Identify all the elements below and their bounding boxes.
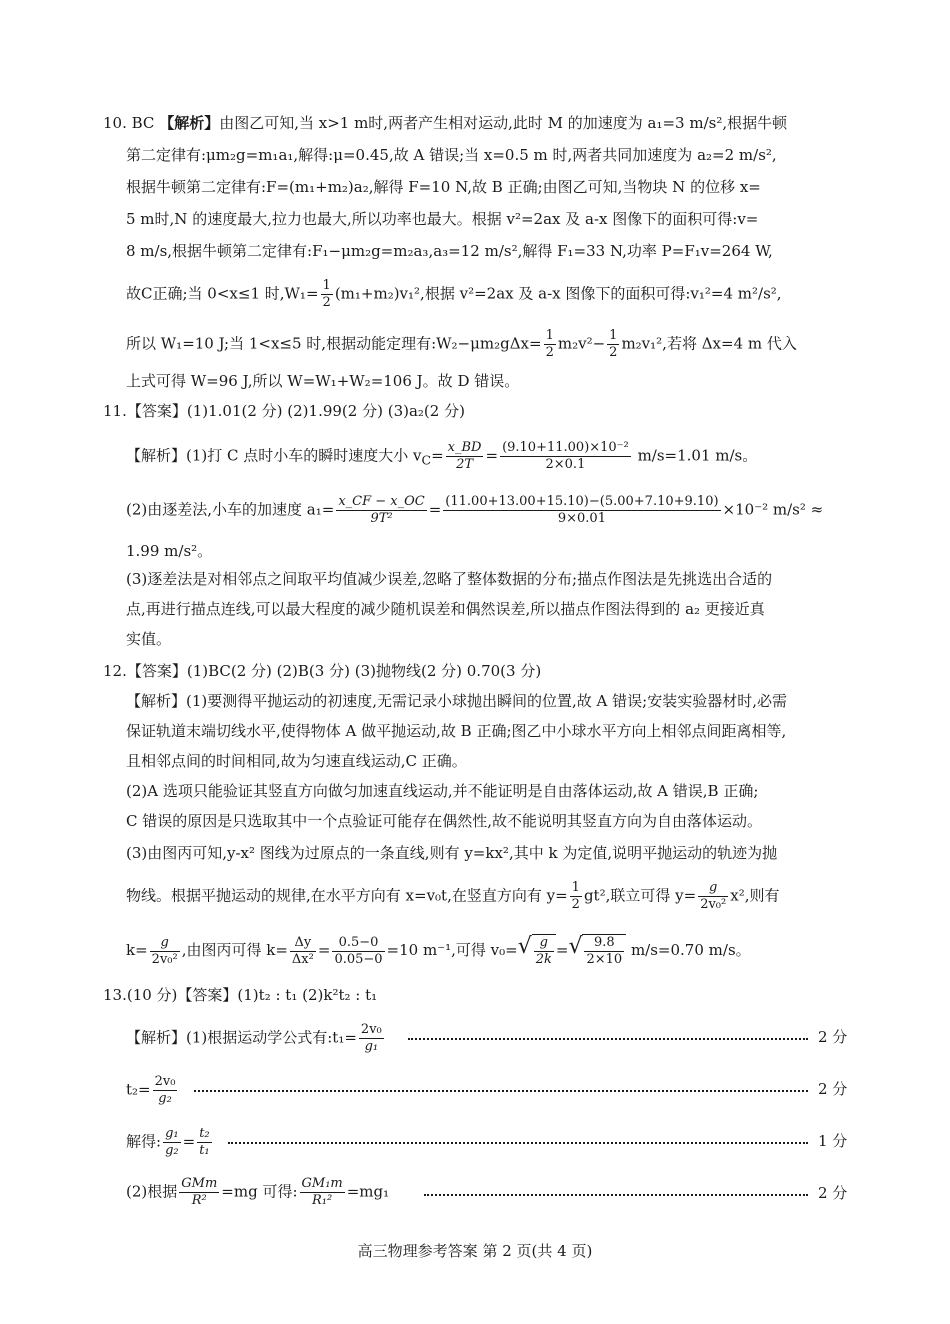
frac-numerator: Δy xyxy=(290,935,316,952)
dot-leader xyxy=(194,1090,808,1092)
q13-row-4 xyxy=(126,1176,389,1209)
frac-denominator: 2v₀² xyxy=(151,951,178,967)
q12-part3-line1: (3)由图丙可知,y-x² 图线为过原点的一条直线,则有 y=kx²,其中 k 为定值,说明平抛运动的轨迹为抛 xyxy=(126,844,778,862)
fraction xyxy=(698,880,728,913)
fraction xyxy=(163,1126,181,1159)
q10-line-3: 根据牛顿第二定律有:F=(m₁+m₂)a₂,解得 F=10 N,故 B 正确;由图乙可知,当物块 N 的位移 x= xyxy=(126,178,761,196)
frac-numerator: g xyxy=(150,935,180,952)
frac-numerator: 0.5−0 xyxy=(332,935,384,952)
frac-denominator: 2×0.1 xyxy=(545,457,586,472)
fraction xyxy=(153,1074,178,1107)
q11-part3-line3: 实值。 xyxy=(126,630,172,648)
text: k= xyxy=(126,941,148,959)
sqrt xyxy=(568,934,626,968)
frac-denominator: R² xyxy=(191,1193,207,1208)
frac-numerator: 1 xyxy=(322,278,331,293)
fraction xyxy=(150,935,180,968)
frac-numerator: x_CF − x_OC xyxy=(338,494,425,509)
q10-line-7c: m₂v₁²,若将 Δx=4 m 代入 xyxy=(621,334,797,353)
half-fraction xyxy=(321,278,333,311)
frac-numerator: g xyxy=(698,880,728,897)
dot-leader xyxy=(408,1038,808,1040)
fraction xyxy=(290,935,316,968)
q12-part1-line2: 保证轨道末端切线水平,使得物体 A 做平抛运动,故 B 正确;图乙中小球水平方向上相邻点间距离相等, xyxy=(126,722,787,740)
q10-text: 由图乙可知,当 x>1 m时,两者产生相对运动,此时 M 的加速度为 a₁=3 m/s²,根据牛顿 xyxy=(219,114,788,132)
score: 2 分 xyxy=(818,1028,848,1046)
dot-leader xyxy=(424,1194,808,1196)
equals: = xyxy=(428,500,442,519)
frac-numerator: x_BD xyxy=(447,440,482,455)
q10-line-7a: 所以 W₁=10 J;当 1<x≤5 时,根据动能定理有:W₂−μm₂gΔx= xyxy=(126,334,542,353)
fraction xyxy=(197,1126,211,1159)
q12-part3-line3: k= $\frac{g}{\text{2v₀²}}$ ,由图丙可得 k= $\frac{\Delta y}{\text{Δx²}}$ = $\frac{0.5-0}{0.05-0}$ =10 m⁻¹,可得 v₀= √ $\frac{g}{2k}$ = √ $\frac{9.8}{2\times 10}$ m/s=0.70 m/s。 xyxy=(126,934,751,968)
q11-part2 xyxy=(126,494,823,527)
half-fraction xyxy=(570,880,582,913)
text: =mg 可得: xyxy=(221,1182,298,1201)
fraction xyxy=(359,1022,384,1055)
q11-answer: 11.【答案】(1)1.01(2 分) (2)1.99(2 分) (3)a₂(2 分) xyxy=(103,402,465,420)
q13-row-2 xyxy=(126,1074,179,1107)
fraction xyxy=(443,494,720,527)
subscript: C xyxy=(421,452,432,468)
text: =10 m⁻¹,可得 v₀= xyxy=(386,941,518,959)
frac-numerator: (11.00+13.00+15.10)−(5.00+7.10+9.10) xyxy=(445,494,719,509)
score: 2 分 xyxy=(818,1080,848,1098)
q12-part1-line1: 【解析】(1)要测得平抛运动的初速度,无需记录小球抛出瞬间的位置,故 A 错误;安装实验器材时,必需 xyxy=(126,692,787,710)
frac-numerator: 1 xyxy=(609,328,618,343)
frac-denominator: R₁² xyxy=(312,1193,333,1208)
q13-answer: 13.(10 分)【答案】(1)t₂ : t₁ (2)k²t₂ : t₁ xyxy=(103,986,378,1004)
score: 2 分 xyxy=(818,1184,848,1202)
q11-part1 xyxy=(126,440,757,473)
frac-numerator: 1 xyxy=(545,328,554,343)
fraction xyxy=(584,935,624,968)
dot-leader xyxy=(228,1142,808,1144)
text: m/s=0.70 m/s。 xyxy=(630,941,751,959)
frac-numerator: g₁ xyxy=(165,1126,179,1141)
half-fraction xyxy=(607,328,619,361)
q10-line-6a: 故C正确;当 0<x≤1 时,W₁= xyxy=(126,284,319,303)
q12-part2-line1: (2)A 选项只能验证其竖直方向做匀加速直线运动,并不能证明是自由落体运动,故 A 错误,B 正确; xyxy=(126,782,759,800)
q10-number: 10. BC xyxy=(103,114,155,132)
text: =mg₁ xyxy=(346,1182,390,1201)
frac-denominator: g₂ xyxy=(158,1091,172,1106)
frac-denominator: 2 xyxy=(545,345,554,360)
fraction xyxy=(336,494,426,527)
q12-part2-line2: C 错误的原因是只选取其中一个点验证可能存在偶然性,故不能说明其竖直方向为自由落体运动。 xyxy=(126,812,763,830)
text: 解得: xyxy=(126,1132,162,1151)
frac-denominator: Δx² xyxy=(291,951,314,967)
sqrt xyxy=(518,934,556,968)
q12-part3-line2 xyxy=(126,880,779,913)
fraction xyxy=(332,935,384,968)
q10-line-5: 8 m/s,根据牛顿第二定律有:F₁−μm₂g=m₂a₃,a₃=12 m/s²,解得 F₁=33 N,功率 P=F₁v=264 W, xyxy=(126,242,773,260)
frac-denominator: 9T² xyxy=(370,511,393,526)
frac-numerator: 2v₀ xyxy=(154,1074,176,1089)
fraction xyxy=(500,440,631,473)
frac-denominator: 2 xyxy=(609,345,618,360)
q11-result: 1.99 m/s²。 xyxy=(126,542,213,560)
frac-denominator: 2k xyxy=(535,952,552,967)
text: (2)根据 xyxy=(126,1182,178,1201)
q11-part1-text: 【解析】(1)打 C 点时小车的瞬时速度大小 v xyxy=(126,446,422,465)
q10-line-6 xyxy=(126,278,782,311)
equals: = xyxy=(485,446,499,465)
q10-line-2: 第二定律有:μm₂g=m₁a₁,解得:μ=0.45,故 A 错误;当 x=0.5 m 时,两者共同加速度为 a₂=2 m/s², xyxy=(126,146,777,164)
frac-numerator: √ 9.8 xyxy=(584,935,624,952)
q11-part3-line2: 点,再进行描点连线,可以最大程度的减少随机误差和偶然误差,所以描点作图法得到的 a₂ 更接近真 xyxy=(126,600,765,618)
q13-row-3: 解得: $\frac{\text{g₁}}{\text{g₂}}$ = $\frac{\text{t₂}}{\text{t₁}}$ xyxy=(126,1126,210,1158)
frac-denominator: 2 xyxy=(571,897,580,912)
text: x²,则有 xyxy=(730,886,780,905)
text: 【解析】(1)根据运动学公式有:t₁= xyxy=(126,1028,357,1047)
frac-denominator: g₁ xyxy=(364,1039,379,1054)
q12-answer: 12.【答案】(1)BC(2 分) (2)B(3 分) (3)抛物线(2 分) 0.70(3 分) xyxy=(103,662,542,680)
text: gt²,联立可得 y= xyxy=(583,886,697,905)
text: t₂= xyxy=(126,1080,151,1099)
frac-denominator: 2 xyxy=(322,295,331,310)
q11-part1-tail: m/s=1.01 m/s。 xyxy=(637,446,758,465)
frac-denominator: g₂ xyxy=(165,1143,179,1158)
frac-numerator: GM₁m xyxy=(301,1176,343,1191)
q10-line-1 xyxy=(103,112,787,134)
frac-numerator: GMm xyxy=(181,1176,218,1191)
frac-denominator: 0.05−0 xyxy=(334,951,383,967)
frac-denominator: 2v₀² xyxy=(700,897,727,912)
text: ,由图丙可得 k= xyxy=(181,941,288,959)
fraction xyxy=(534,935,554,968)
q10-line-6b: (m₁+m₂)v₁²,根据 v²=2ax 及 a-x 图像下的面积可得:v₁²=4 m²/s², xyxy=(334,284,782,303)
q10-analysis-tag: 【解析】 xyxy=(159,114,220,132)
q10-line-4: 5 m时,N 的速度最大,拉力也最大,所以功率也最大。根据 v²=2ax 及 a-x 图像下的面积可得:v= xyxy=(126,210,759,228)
frac-denominator: t₁ xyxy=(199,1143,210,1158)
frac-numerator: (9.10+11.00)×10⁻² xyxy=(502,440,629,455)
frac-denominator: 9×0.01 xyxy=(557,511,606,526)
frac-denominator: 2×10 xyxy=(586,952,623,967)
q11-part2-tail: ×10⁻² m/s² ≈ xyxy=(722,500,824,519)
half-fraction xyxy=(544,328,556,361)
frac-numerator: 2v₀ xyxy=(360,1022,382,1037)
fraction xyxy=(179,1176,219,1209)
q12-part1-line3: 且相邻点间的时间相同,故为匀速直线运动,C 正确。 xyxy=(126,752,467,770)
frac-numerator: 1 xyxy=(571,880,580,895)
q10-line-7b: m₂v²− xyxy=(557,334,606,353)
q10-line-8: 上式可得 W=96 J,所以 W=W₁+W₂=106 J。故 D 错误。 xyxy=(126,372,520,390)
q10-line-7 xyxy=(126,328,797,361)
q13-row-1 xyxy=(126,1022,386,1055)
q11-part3-line1: (3)逐差法是对相邻点之间取平均值减少误差,忽略了整体数据的分布;描点作图法是先挑选出合适的 xyxy=(126,570,773,588)
score: 1 分 xyxy=(818,1132,848,1150)
fraction xyxy=(300,1176,345,1209)
text: 物线。根据平抛运动的规律,在水平方向有 x=v₀t,在竖直方向有 y= xyxy=(126,886,568,905)
equals: = xyxy=(431,446,444,465)
q11-part2-text: (2)由逐差法,小车的加速度 a₁= xyxy=(126,500,335,519)
frac-denominator: 2T xyxy=(456,457,474,472)
fraction xyxy=(446,440,484,473)
frac-numerator: t₂ xyxy=(199,1126,210,1141)
frac-numerator: √ g xyxy=(534,935,554,952)
page-footer: 高三物理参考答案 第 2 页(共 4 页) xyxy=(357,1242,593,1260)
